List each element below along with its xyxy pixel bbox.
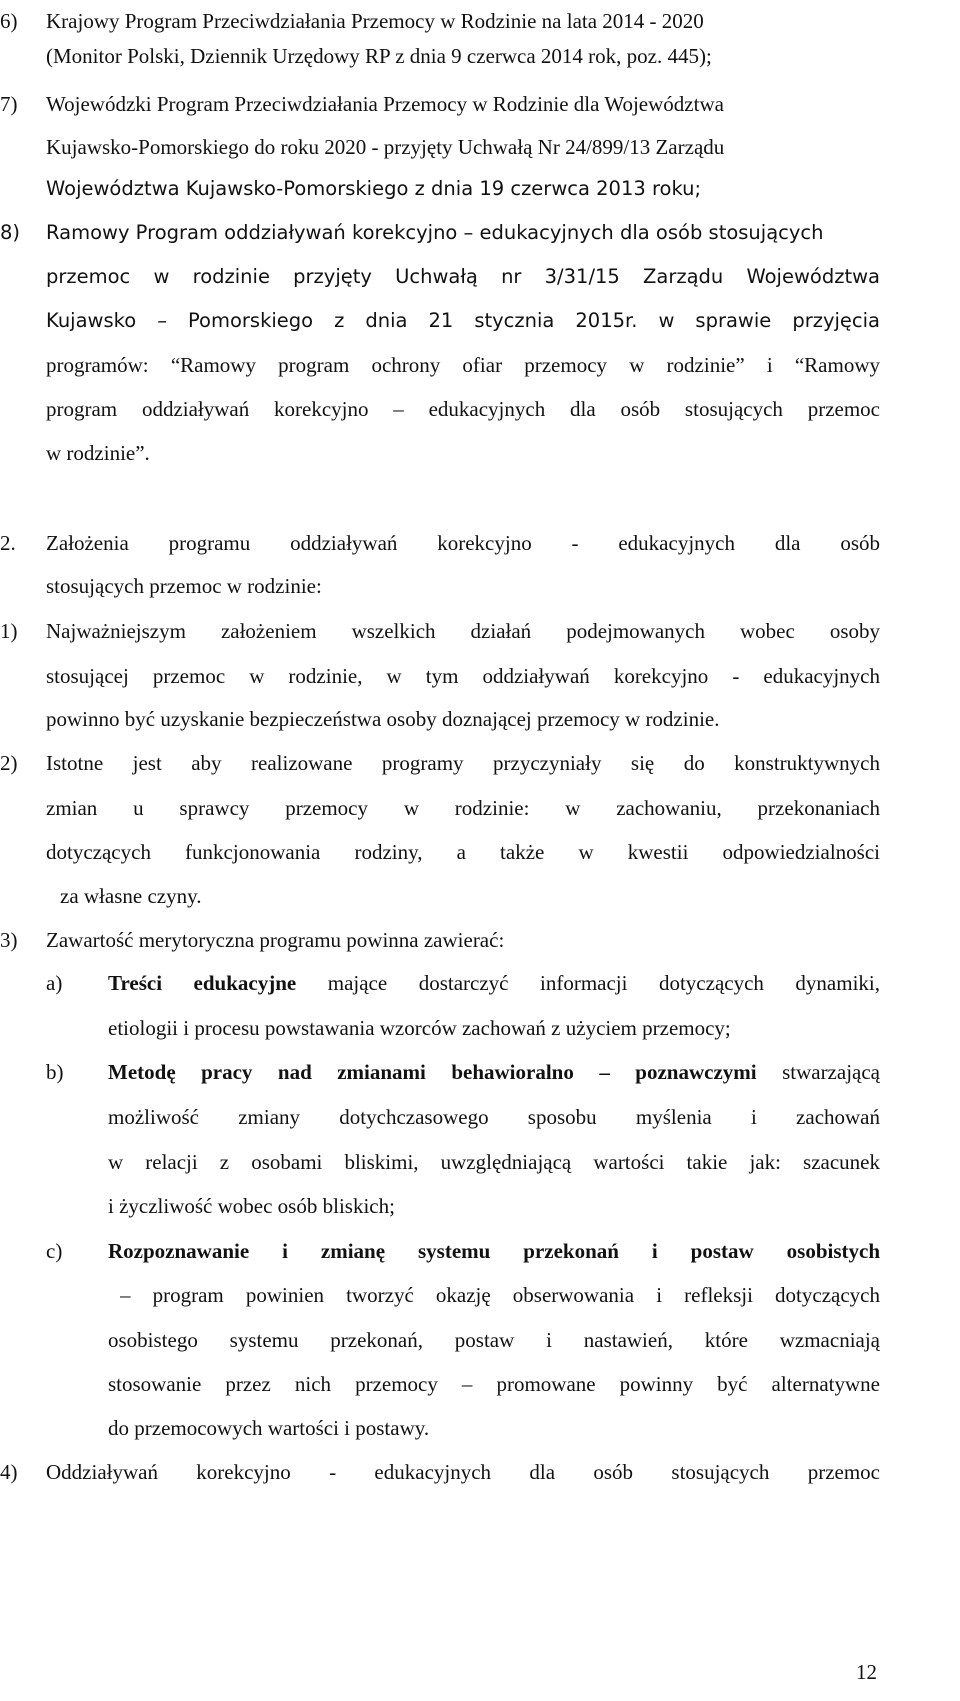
list-item-text: powinno być uzyskanie bezpieczeństwa osoby doznającej przemocy w rodzinie. [46,707,720,731]
sub-list-item-text: i życzliwość wobec osób bliskich; [108,1194,395,1218]
sub-list-item-text: osobistego systemu przekonań, postaw i nastawień, które wzmacniają [108,1328,880,1352]
sub-list-item-letter: a) [46,971,63,995]
page-number: 12 [856,1660,877,1684]
list-item-text: zmian u sprawcy przemocy w rodzinie: w zachowaniu, przekonaniach [46,796,880,820]
list-item-text: za własne czyny. [60,884,202,908]
list-item-text: stosującej przemoc w rodzinie, w tym oddziaływań korekcyjno - edukacyjnych [46,664,880,688]
sub-list-item-letter: c) [46,1239,63,1263]
list-item-text: program oddziaływań korekcyjno – edukacyjnych dla osób stosujących przemoc [46,397,880,421]
list-item-text: Kujawsko – Pomorskiego z dnia 21 stycznia 2015r. w sprawie przyjęcia [46,309,880,332]
list-item-text: (Monitor Polski, Dziennik Urzędowy RP z dnia 9 czerwca 2014 rok, poz. 445); [46,44,712,68]
list-item-text: Zawartość merytoryczna programu powinna zawierać: [46,928,505,952]
sub-list-item-text [108,1058,880,1086]
list-item-text: Ramowy Program oddziaływań korekcyjno – edukacyjnych dla osób stosujących [46,221,824,244]
sub-list-item-text: – program powinien tworzyć okazję obserwowania i refleksji dotyczących [120,1283,880,1307]
list-item-text: Kujawsko-Pomorskiego do roku 2020 - przyjęty Uchwałą Nr 24/899/13 Zarządu [46,135,725,159]
sub-list-item-rest: stwarzającą [756,1060,880,1084]
list-item-text: dotyczących funkcjonowania rodziny, a także w kwestii odpowiedzialności [46,840,880,864]
sub-list-item-rest: mające dostarczyć informacji dotyczących dynamiki, [296,971,880,995]
list-item-text: Istotne jest aby realizowane programy przyczyniały się do konstruktywnych [46,751,880,775]
sub-list-item-text [108,1237,880,1265]
sub-list-item-text: stosowanie przez nich przemocy – promowane powinny być alternatywne [108,1372,880,1396]
sub-list-item-letter: b) [46,1060,64,1084]
sub-list-item-text: do przemocowych wartości i postawy. [108,1416,430,1440]
sub-list-item-text: etiologii i procesu powstawania wzorców zachowań z użyciem przemocy; [108,1016,731,1040]
bold-phrase: Metodę pracy nad zmianami behawioralno – poznawczymi [108,1060,757,1084]
section-heading-text: Założenia programu oddziaływań korekcyjno - edukacyjnych dla osób [46,531,880,555]
bold-phrase: Treści edukacyjne [108,971,297,995]
list-item-text: Najważniejszym założeniem wszelkich działań podejmowanych wobec osoby [46,619,880,643]
bold-phrase: Rozpoznawanie i zmianę systemu przekonań i postaw osobistych [108,1239,880,1263]
list-item-text: Krajowy Program Przeciwdziałania Przemocy w Rodzinie na lata 2014 - 2020 [46,9,704,33]
section-heading-text: stosujących przemoc w rodzinie: [46,574,322,598]
list-item-text: Wojewódzki Program Przeciwdziałania Przemocy w Rodzinie dla Województwa [46,92,724,116]
list-item-number: 3) [0,928,18,952]
sub-list-item-text: możliwość zmiany dotychczasowego sposobu myślenia i zachowań [108,1105,880,1129]
list-item-number: 1) [0,619,18,643]
list-item-number: 8) [0,221,21,244]
sub-list-item-text: w relacji z osobami bliskimi, uwzględniającą wartości takie jak: szacunek [108,1150,880,1174]
list-item-text: przemoc w rodzinie przyjęty Uchwałą nr 3/31/15 Zarządu Województwa [46,265,880,288]
list-item-text: Oddziaływań korekcyjno - edukacyjnych dla osób stosujących przemoc [46,1460,880,1484]
list-item-text: w rodzinie”. [46,441,150,465]
list-item-number: 6) [0,9,18,33]
section-number: 2. [0,531,16,555]
list-item-text: programów: “Ramowy program ochrony ofiar przemocy w rodzinie” i “Ramowy [46,353,880,377]
sub-list-item-text [108,969,880,997]
list-item-number: 4) [0,1460,18,1484]
list-item-text: Województwa Kujawsko-Pomorskiego z dnia 19 czerwca 2013 roku; [46,177,702,200]
list-item-number: 2) [0,751,18,775]
list-item-number: 7) [0,92,18,116]
